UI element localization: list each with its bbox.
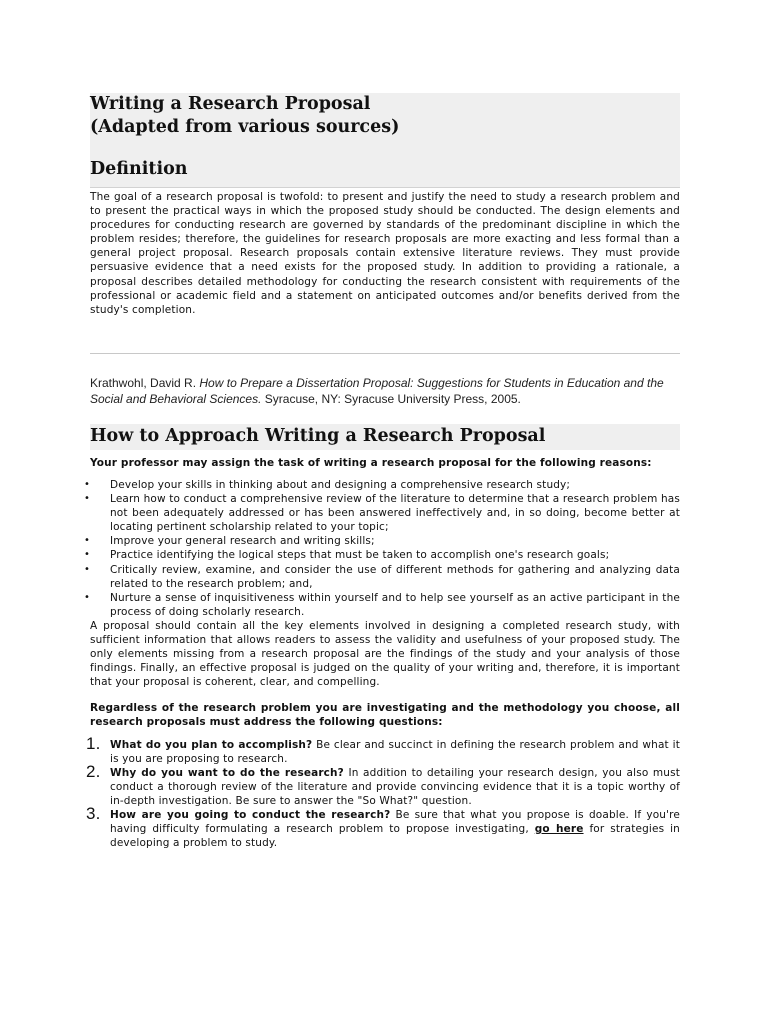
question-answer-continued: for strategies in developing a problem to study.	[110, 823, 680, 850]
list-item	[84, 548, 680, 562]
list-item-text: Nurture a sense of inquisitiveness within yourself and to help see yourself as an active participant in the process of doing scholarly research.	[110, 591, 680, 618]
question-text: How are you going to conduct the research?	[110, 809, 391, 821]
list-item	[84, 591, 680, 619]
list-item	[86, 804, 680, 850]
title-line-2: (Adapted from various sources)	[90, 117, 400, 137]
bullet-icon: •	[84, 549, 91, 561]
go-here-link[interactable]: go here	[534, 823, 584, 836]
proposal-paragraph: A proposal should contain all the key elements involved in designing a completed research study, with sufficient information that allows readers to assess the validity and usefulness of your proposed study. The only elements missing from a research proposal are the findings of the study and your analysis of those findings. Finally, an effective proposal is judged on the quality of your writing and, therefore, it is important that your proposal is coherent, clear, and compelling.	[90, 619, 680, 689]
citation	[90, 375, 680, 407]
approach-heading: How to Approach Writing a Research Proposal	[90, 425, 546, 446]
citation-publisher: Syracuse, NY: Syracuse University Press, 2005.	[261, 391, 521, 406]
list-item	[86, 761, 680, 808]
question-number: 1.	[86, 733, 101, 753]
list-item	[84, 492, 680, 534]
title-line-1: Writing a Research Proposal	[90, 94, 371, 114]
bullet-icon: •	[84, 493, 91, 505]
title-block	[90, 93, 680, 188]
questions-intro: Regardless of the research problem you are investigating and the methodology you choose, all research proposals must address the following questions:	[90, 702, 680, 729]
horizontal-divider	[90, 353, 680, 354]
list-item-text: Practice identifying the logical steps that must be taken to accomplish one's research goals;	[110, 549, 610, 562]
bullet-icon: •	[84, 478, 91, 490]
document-page	[84, 93, 680, 850]
questions-list	[86, 733, 680, 851]
document-title	[90, 93, 680, 139]
bullet-icon: •	[84, 535, 91, 547]
question-answer: Be sure that what you propose is doable. If you're having difficulty formulating a research problem to propose investigating,	[110, 809, 680, 836]
list-item	[84, 478, 680, 492]
list-item	[86, 733, 680, 766]
reasons-list	[84, 478, 680, 619]
list-item-text: Improve your general research and writing skills;	[110, 535, 375, 548]
question-text: Why do you want to do the research?	[110, 766, 344, 779]
list-item-text: Develop your skills in thinking about and designing a comprehensive research study;	[110, 478, 571, 491]
approach-heading-block	[90, 424, 680, 450]
citation-author: Krathwohl, David R.	[90, 375, 200, 390]
definition-paragraph: The goal of a research proposal is twofold: to present and justify the need to study a research problem and to present the practical ways in which the proposed study should be conducted. The design elements and procedures for conducting research are governed by standards of the predominant discipline in which the problem resides; therefore, the guidelines for research proposals are more exacting and less formal than a general project proposal. Research proposals contain extensive literature reviews. They must provide persuasive evidence that a need exists for the proposed study. In addition to providing a rationale, a proposal describes detailed methodology for conducting the research consistent with requirements of the professional or academic field and a statement on anticipated outcomes and/or benefits derived from the study's completion.	[90, 191, 680, 316]
bullet-icon: •	[84, 591, 91, 603]
question-number: 2.	[86, 761, 101, 781]
question-text: What do you plan to accomplish?	[110, 738, 313, 751]
list-item	[84, 563, 680, 591]
definition-heading: Definition	[90, 159, 188, 179]
list-item	[84, 534, 680, 548]
reasons-intro: Your professor may assign the task of writing a research proposal for the following reasons:	[90, 456, 652, 469]
question-number: 3.	[86, 804, 101, 823]
bullet-icon: •	[84, 563, 91, 575]
question-answer: In addition to detailing your research design, you also must conduct a thorough review of the literature and provide convincing evidence that it is a topic worthy of in-depth investigation. Be sure to answer the "So What?" question.	[110, 766, 680, 807]
list-item-text: Learn how to conduct a comprehensive review of the literature to determine that a research problem has not been adequately addressed or has been answered ineffectively and, in so doing, become better at locating pertinent scholarship related to your topic;	[110, 493, 680, 534]
question-answer: Be clear and succinct in defining the research problem and what it is you are proposing to research.	[110, 738, 680, 765]
citation-book-title: How to Prepare a Dissertation Proposal: Suggestions for Students in Education and the Social and Behavioral Sciences.	[90, 375, 664, 406]
list-item-text: Critically review, examine, and consider the use of different methods for gathering and analyzing data related to the research problem; and,	[110, 563, 680, 590]
